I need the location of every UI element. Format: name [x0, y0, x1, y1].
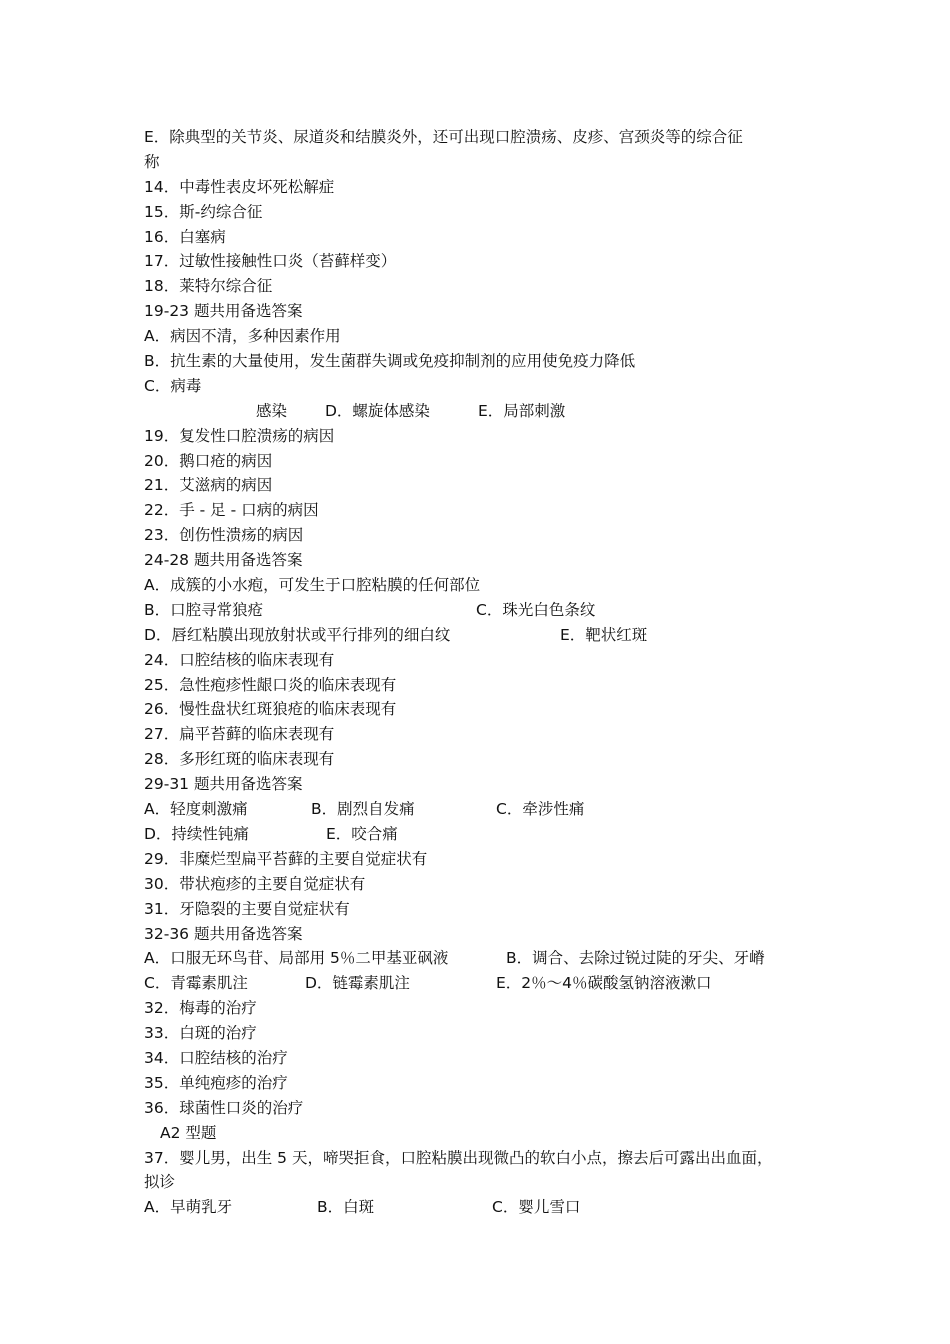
text-line: [144, 125, 834, 150]
text-line: [144, 349, 834, 374]
text-segment: B．口腔寻常狼疮: [144, 600, 264, 619]
text-line: [144, 299, 834, 324]
text-segment: 30．带状疱疹的主要自觉症状有: [144, 874, 366, 893]
text-line: [144, 872, 834, 897]
text-line: [144, 897, 834, 922]
text-segment: 感染: [256, 401, 288, 420]
text-segment: 14．中毒性表皮坏死松解症: [144, 177, 335, 196]
text-segment: 29．非糜烂型扁平苔藓的主要自觉症状有: [144, 849, 428, 868]
text-segment: 18．莱特尔综合征: [144, 277, 273, 296]
text-line: [144, 1121, 834, 1146]
text-segment: 33．白斑的治疗: [144, 1024, 257, 1043]
text-segment: E．靶状红斑: [560, 625, 648, 644]
text-line: [144, 1195, 834, 1220]
text-segment: 32-36 题共用备选答案: [144, 924, 303, 943]
text-segment: 32．梅毒的治疗: [144, 999, 257, 1018]
text-line: [144, 548, 834, 573]
text-line: [144, 1021, 834, 1046]
text-line: [144, 249, 834, 274]
text-segment: A．成簇的小水疱，可发生于口腔粘膜的任何部位: [144, 576, 481, 595]
text-segment: 20．鹅口疮的病因: [144, 451, 273, 470]
text-segment: 27．扁平苔藓的临床表现有: [144, 725, 335, 744]
text-line: [144, 200, 834, 225]
text-line: [144, 573, 834, 598]
text-segment: 31．牙隐裂的主要自觉症状有: [144, 899, 350, 918]
text-line: [144, 722, 834, 747]
text-line: [144, 1146, 834, 1171]
text-segment: 28．多形红斑的临床表现有: [144, 750, 335, 769]
text-segment: E．2％～4％碳酸氢钠溶液漱口: [496, 974, 712, 993]
text-line: [144, 1096, 834, 1121]
text-segment: E．局部刺激: [478, 401, 566, 420]
text-segment: 15．斯-约综合征: [144, 202, 263, 221]
text-segment: B．调合、去除过锐过陡的牙尖、牙嵴: [506, 949, 765, 968]
text-segment: 22．手 - 足 - 口病的病因: [144, 501, 319, 520]
text-line: [144, 971, 834, 996]
text-segment: 29-31 题共用备选答案: [144, 775, 303, 794]
text-line: [144, 150, 834, 175]
text-segment: C．青霉素肌注: [144, 974, 248, 993]
text-line: [144, 797, 834, 822]
text-line: [144, 1046, 834, 1071]
document-page: [144, 125, 834, 1220]
text-line: [144, 648, 834, 673]
text-line: [144, 374, 834, 399]
text-line: [144, 747, 834, 772]
text-segment: E．除典型的关节炎、尿道炎和结膜炎外，还可出现口腔溃疡、皮疹、宫颈炎等的综合征: [144, 128, 743, 146]
text-line: [144, 523, 834, 548]
text-segment: 21．艾滋病的病因: [144, 476, 273, 495]
text-line: [144, 498, 834, 523]
text-line: [144, 673, 834, 698]
text-segment: 19．复发性口腔溃疡的病因: [144, 426, 335, 445]
text-line: [144, 399, 834, 424]
text-line: [144, 822, 834, 847]
text-line: [144, 922, 834, 947]
text-segment: 24．口腔结核的临床表现有: [144, 650, 335, 669]
text-segment: C．病毒: [144, 376, 202, 395]
text-segment: 19-23 题共用备选答案: [144, 302, 303, 321]
text-segment: 25．急性疱疹性龈口炎的临床表现有: [144, 675, 397, 694]
text-segment: A．轻度刺激痛: [144, 800, 248, 819]
text-line: [144, 847, 834, 872]
text-segment: 26．慢性盘状红斑狼疮的临床表现有: [144, 700, 397, 719]
text-line: [144, 946, 834, 971]
text-segment: 23．创伤性溃疡的病因: [144, 526, 304, 545]
text-segment: C．牵涉性痛: [496, 800, 585, 819]
text-segment: 17．过敏性接触性口炎（苔藓样变）: [144, 252, 397, 271]
text-segment: D．持续性钝痛: [144, 824, 249, 843]
text-line: [144, 473, 834, 498]
text-segment: 称: [144, 152, 160, 171]
text-segment: A2 型题: [160, 1123, 217, 1142]
text-line: [144, 324, 834, 349]
text-segment: 34．口腔结核的治疗: [144, 1048, 288, 1067]
text-line: [144, 175, 834, 200]
text-segment: A．早萌乳牙: [144, 1198, 233, 1217]
text-line: [144, 225, 834, 250]
text-segment: B．抗生素的大量使用，发生菌群失调或免疫抑制剂的应用使免疫力降低: [144, 352, 636, 371]
text-segment: C．珠光白色条纹: [476, 600, 596, 619]
text-segment: B．剧烈自发痛: [311, 800, 415, 819]
text-line: [144, 623, 834, 648]
text-line: [144, 424, 834, 449]
text-line: [144, 1170, 834, 1195]
text-segment: A．口服无环鸟苷、局部用 5％二甲基亚砜液: [144, 949, 449, 968]
text-segment: D．螺旋体感染: [325, 401, 430, 420]
text-segment: A．病因不清，多种因素作用: [144, 327, 341, 346]
text-line: [144, 697, 834, 722]
text-segment: 35．单纯疱疹的治疗: [144, 1073, 288, 1092]
text-segment: E．咬合痛: [326, 824, 398, 843]
text-line: [144, 772, 834, 797]
text-segment: B．白斑: [317, 1198, 375, 1217]
text-line: [144, 598, 834, 623]
text-line: [144, 1071, 834, 1096]
text-segment: 拟诊: [144, 1173, 176, 1192]
text-segment: C．婴儿雪口: [492, 1198, 581, 1217]
text-segment: 37．婴儿男，出生 5 天，啼哭拒食，口腔粘膜出现微凸的软白小点，擦去后可露出出血面，: [144, 1148, 773, 1167]
text-segment: D．链霉素肌注: [305, 974, 410, 993]
text-segment: 24-28 题共用备选答案: [144, 551, 303, 570]
text-line: [144, 449, 834, 474]
text-segment: 36．球菌性口炎的治疗: [144, 1098, 304, 1117]
text-segment: 16．白塞病: [144, 227, 226, 246]
text-line: [144, 274, 834, 299]
text-line: [144, 996, 834, 1021]
text-segment: D．唇红粘膜出现放射状或平行排列的细白纹: [144, 625, 451, 644]
